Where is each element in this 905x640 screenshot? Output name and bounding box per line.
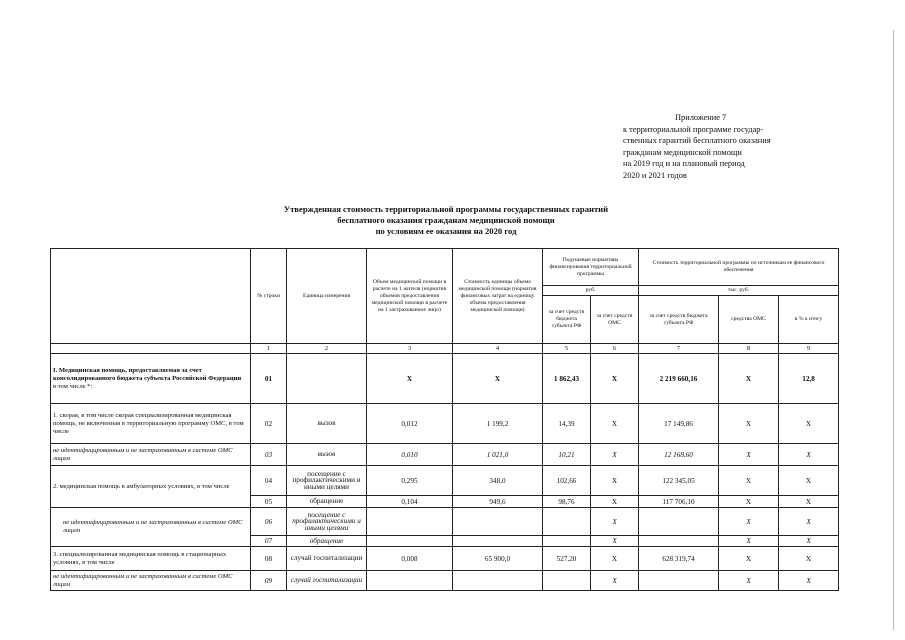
row-oms: X — [591, 496, 639, 508]
table-row — [51, 444, 839, 466]
row-budget: 527,20 — [543, 547, 591, 571]
page-edge-line — [893, 30, 894, 630]
row-volume: 0,012 — [367, 404, 453, 444]
header-row-number: № строки — [251, 249, 287, 344]
row-percent: X — [779, 571, 839, 591]
row-label — [51, 354, 251, 404]
row-number: 02 — [251, 404, 287, 444]
row-unit-cost — [453, 536, 543, 547]
header-percent: в % к итогу — [779, 296, 839, 344]
row-number: 08 — [251, 547, 287, 571]
row-percent: X — [779, 466, 839, 496]
row-unit-cost — [453, 508, 543, 536]
header-cost-by-source: Стоимость территориальной программы по источникам ее финансового обеспечения — [639, 249, 839, 286]
row-unit: обращение — [287, 536, 367, 547]
row-oms: X — [591, 466, 639, 496]
row-budget-thousand: 122 345,05 — [639, 466, 719, 496]
header-budget-thousand: за счет средств бюджета субъекта РФ — [639, 296, 719, 344]
header-rub: руб. — [543, 286, 639, 296]
appendix-title: Приложение 7 — [675, 113, 727, 122]
row-oms: X — [591, 404, 639, 444]
row-label: 2. медицинская помощь в амбулаторных условиях, в том числе — [51, 466, 251, 508]
header-empty — [51, 249, 251, 344]
appendix-line: ственных гарантий бесплатного оказания — [623, 136, 771, 146]
row-oms: X — [591, 444, 639, 466]
row-unit-cost: 1 199,2 — [453, 404, 543, 444]
row-budget: 102,66 — [543, 466, 591, 496]
row-budget: 1 862,43 — [543, 354, 591, 404]
column-number: 8 — [719, 344, 779, 354]
row-volume — [367, 508, 453, 536]
row-budget-thousand — [639, 508, 719, 536]
row-volume: X — [367, 354, 453, 404]
row-percent: X — [779, 547, 839, 571]
row-label: не идентифицированным и не застрахованным в системе ОМС лицам — [51, 444, 251, 466]
row-label: 1. скорая, в том числе скорая специализированная медицинская помощь, не включенная в территориальную программу ОМС, в том числе — [51, 404, 251, 444]
row-oms-thousand: X — [719, 466, 779, 496]
header-volume: Объем медицинской помощи в расчете на 1 жителя (норматив объемов предоставления медицинской помощи в расчете на 1 застрахованное лицо) — [367, 249, 453, 344]
row-number: 01 — [251, 354, 287, 404]
row-volume: 0,010 — [367, 444, 453, 466]
row-number: 05 — [251, 496, 287, 508]
row-oms-thousand: X — [719, 496, 779, 508]
row-oms-thousand: X — [719, 444, 779, 466]
table-row — [51, 547, 839, 571]
row-percent: X — [779, 496, 839, 508]
table-row — [51, 508, 839, 536]
column-number: 5 — [543, 344, 591, 354]
column-number: 1 — [251, 344, 287, 354]
row-oms-thousand: X — [719, 508, 779, 536]
row-unit: вызов — [287, 404, 367, 444]
row-budget-thousand: 12 168,60 — [639, 444, 719, 466]
row-budget — [543, 508, 591, 536]
row-budget-thousand: 628 319,74 — [639, 547, 719, 571]
row-percent: X — [779, 508, 839, 536]
row-volume — [367, 571, 453, 591]
column-number: 3 — [367, 344, 453, 354]
title-line: бесплатного оказания гражданам медицинской помощи — [337, 215, 555, 225]
column-number: 4 — [453, 344, 543, 354]
column-number: 9 — [779, 344, 839, 354]
row-oms-thousand: X — [719, 536, 779, 547]
row-budget: 98,76 — [543, 496, 591, 508]
header-per-capita: Подушевые нормативы финансирования территориальной программы — [543, 249, 639, 286]
row-budget: 14,39 — [543, 404, 591, 444]
row-number: 04 — [251, 466, 287, 496]
column-number: 7 — [639, 344, 719, 354]
row-unit: посещение с профилактическими и иными целями — [287, 466, 367, 496]
row-percent: X — [779, 444, 839, 466]
row-oms: X — [591, 508, 639, 536]
row-unit-cost — [453, 571, 543, 591]
row-volume: 0,104 — [367, 496, 453, 508]
row-oms-thousand: X — [719, 354, 779, 404]
header-oms-thousand: средства ОМС — [719, 296, 779, 344]
row-number: 06 — [251, 508, 287, 536]
row-volume — [367, 536, 453, 547]
appendix-line: гражданам медицинской помощи — [623, 147, 742, 157]
document-title — [226, 204, 666, 237]
row-unit: обращение — [287, 496, 367, 508]
appendix-line: 2020 и 2021 годов — [623, 170, 687, 180]
row-budget — [543, 571, 591, 591]
row-percent: X — [779, 536, 839, 547]
row-oms: X — [591, 547, 639, 571]
row-unit-cost: 1 021,0 — [453, 444, 543, 466]
row-oms: X — [591, 354, 639, 404]
row-unit-cost: 949,6 — [453, 496, 543, 508]
row-unit-cost: X — [453, 354, 543, 404]
column-number-row — [51, 344, 839, 354]
row-volume: 0,295 — [367, 466, 453, 496]
row-budget-thousand — [639, 536, 719, 547]
row-percent: 12,8 — [779, 354, 839, 404]
row-unit: посещение с профилактическими и иными целями — [287, 508, 367, 536]
row-oms-thousand: X — [719, 404, 779, 444]
row-unit — [287, 354, 367, 404]
table-row — [51, 571, 839, 591]
row-budget-thousand — [639, 571, 719, 591]
row-unit-cost: 65 900,0 — [453, 547, 543, 571]
row-oms: X — [591, 536, 639, 547]
table-row — [51, 354, 839, 404]
row-unit: случай госпитализации — [287, 571, 367, 591]
header-budget: за счет средств бюджета субъекта РФ — [543, 296, 591, 344]
row-oms-thousand: X — [719, 547, 779, 571]
row-budget-thousand: 117 706,10 — [639, 496, 719, 508]
header-thousand-rub: тыс. руб. — [639, 286, 839, 296]
row-oms-thousand: X — [719, 571, 779, 591]
column-number: 2 — [287, 344, 367, 354]
row-number: 09 — [251, 571, 287, 591]
row-unit-cost: 348,0 — [453, 466, 543, 496]
row-budget-thousand: 2 219 660,16 — [639, 354, 719, 404]
row-percent: X — [779, 404, 839, 444]
title-line: Утвержденная стоимость территориальной программы государственных гарантий — [283, 204, 609, 214]
appendix-line: на 2019 год и на плановый период — [623, 159, 745, 169]
row-label-text: I. Медицинская помощь, предоставляемая за счет консолидированного бюджета субъекта Российской Федерации — [53, 366, 242, 382]
column-number-empty — [51, 344, 251, 354]
table-row — [51, 404, 839, 444]
row-oms: X — [591, 571, 639, 591]
row-label: не идентифицированным и не застрахованным в системе ОМС лицам — [51, 508, 251, 547]
cost-table — [50, 248, 839, 591]
title-line: по условиям ее оказания на 2020 год — [375, 226, 517, 236]
appendix-line: к территориальной программе государ- — [623, 124, 764, 134]
column-number: 6 — [591, 344, 639, 354]
header-unit-cost: Стоимость единицы объема медицинской помощи (норматив финансовых затрат на единицу объема предоставления медицинской помощи) — [453, 249, 543, 344]
row-number: 03 — [251, 444, 287, 466]
row-budget: 10,21 — [543, 444, 591, 466]
row-unit: случай госпитализации — [287, 547, 367, 571]
row-unit: вызов — [287, 444, 367, 466]
header-unit: Единица измерения — [287, 249, 367, 344]
header-oms: за счет средств ОМС — [591, 296, 639, 344]
row-number: 07 — [251, 536, 287, 547]
table-row — [51, 466, 839, 496]
row-budget-thousand: 17 149,86 — [639, 404, 719, 444]
appendix-note — [623, 112, 823, 182]
row-label-sub: в том числе *: — [53, 382, 93, 390]
row-volume: 0,008 — [367, 547, 453, 571]
row-label: не идентифицированным и не застрахованным в системе ОМС лицам — [51, 571, 251, 591]
row-label: 3. специализированная медицинская помощь в стационарных условиях, в том числе — [51, 547, 251, 571]
row-budget — [543, 536, 591, 547]
